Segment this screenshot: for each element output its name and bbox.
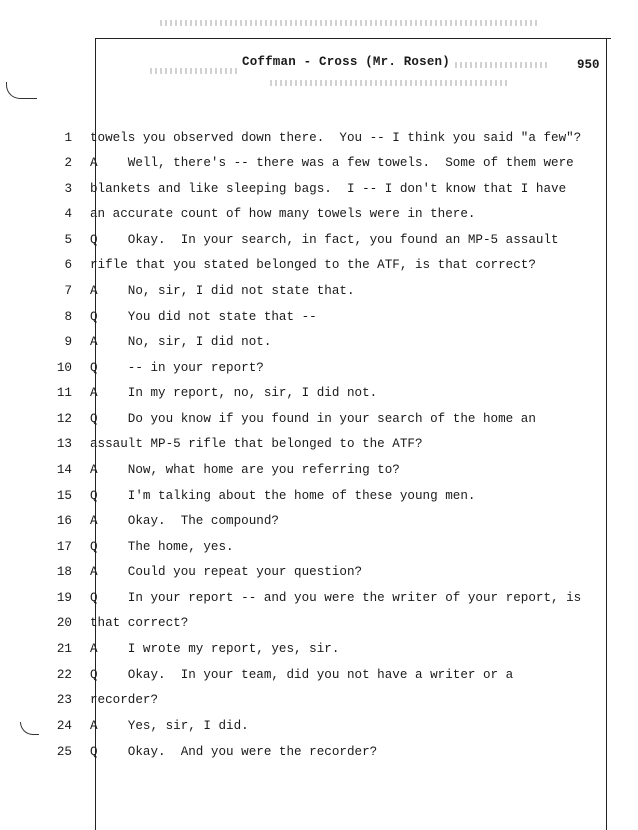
transcript-line [0, 131, 638, 153]
transcript-line [0, 437, 638, 459]
line-text: Q -- in your report? [90, 361, 264, 375]
line-number: 12 [56, 412, 72, 426]
scan-noise [150, 68, 240, 74]
line-number: 3 [64, 182, 72, 196]
top-margin-rule [95, 38, 611, 39]
line-text: Q Okay. In your team, did you not have a writer or a [90, 668, 514, 682]
scan-noise [455, 62, 550, 68]
line-text: Q I'm talking about the home of these young men. [90, 489, 476, 503]
line-text: assault MP-5 rifle that belonged to the ATF? [90, 437, 423, 451]
line-text: A In my report, no, sir, I did not. [90, 386, 378, 400]
line-text: A Well, there's -- there was a few towels. Some of them were [90, 156, 574, 170]
transcript-line [0, 540, 638, 562]
scan-noise [160, 20, 540, 26]
transcript-line [0, 693, 638, 715]
line-number: 13 [56, 437, 72, 451]
line-text: A No, sir, I did not state that. [90, 284, 355, 298]
line-number: 15 [56, 489, 72, 503]
line-number: 8 [64, 310, 72, 324]
line-number: 2 [64, 156, 72, 170]
line-number: 14 [56, 463, 72, 477]
line-number: 5 [64, 233, 72, 247]
line-number: 1 [64, 131, 72, 145]
page-number: 950 [577, 58, 600, 72]
transcript-line [0, 284, 638, 306]
line-number: 7 [64, 284, 72, 298]
line-text: blankets and like sleeping bags. I -- I don't know that I have [90, 182, 567, 196]
line-text: A I wrote my report, yes, sir. [90, 642, 340, 656]
transcript-line [0, 182, 638, 204]
line-number: 24 [56, 719, 72, 733]
transcript-line [0, 258, 638, 280]
line-number: 4 [64, 207, 72, 221]
transcript-line [0, 565, 638, 587]
line-number: 22 [56, 668, 72, 682]
line-text: that correct? [90, 616, 189, 630]
transcript-line [0, 361, 638, 383]
line-number: 6 [64, 258, 72, 272]
transcript-line [0, 463, 638, 485]
transcript-line [0, 156, 638, 178]
line-text: Q The home, yes. [90, 540, 234, 554]
scan-noise [270, 80, 510, 86]
line-text: Q Do you know if you found in your search of the home an [90, 412, 536, 426]
line-number: 17 [56, 540, 72, 554]
transcript-line [0, 310, 638, 332]
line-number: 21 [56, 642, 72, 656]
line-number: 9 [64, 335, 72, 349]
line-text: recorder? [90, 693, 159, 707]
line-number: 25 [56, 745, 72, 759]
line-text: A Okay. The compound? [90, 514, 279, 528]
transcript-line [0, 489, 638, 511]
line-text: towels you observed down there. You -- I think you said "a few"? [90, 131, 582, 145]
line-number: 20 [56, 616, 72, 630]
transcript-line [0, 335, 638, 357]
line-number: 18 [56, 565, 72, 579]
page-header: Coffman - Cross (Mr. Rosen) [242, 55, 450, 69]
transcript-line [0, 207, 638, 229]
line-text: Q You did not state that -- [90, 310, 317, 324]
line-number: 16 [56, 514, 72, 528]
transcript-line [0, 514, 638, 536]
transcript-line [0, 412, 638, 434]
line-text: Q Okay. In your search, in fact, you found an MP-5 assault [90, 233, 559, 247]
line-number: 11 [56, 386, 72, 400]
line-text: an accurate count of how many towels were in there. [90, 207, 476, 221]
transcript-line [0, 719, 638, 741]
transcript-line [0, 745, 638, 767]
line-text: A Now, what home are you referring to? [90, 463, 400, 477]
transcript-line [0, 233, 638, 255]
transcript-line [0, 616, 638, 638]
line-text: A Yes, sir, I did. [90, 719, 249, 733]
transcript-line [0, 668, 638, 690]
transcript-line [0, 591, 638, 613]
line-text: A Could you repeat your question? [90, 565, 363, 579]
line-text: rifle that you stated belonged to the ATF, is that correct? [90, 258, 536, 272]
line-text: Q In your report -- and you were the writer of your report, is [90, 591, 582, 605]
transcript-line [0, 642, 638, 664]
line-number: 19 [56, 591, 72, 605]
line-number: 23 [56, 693, 72, 707]
margin-mark [6, 82, 37, 99]
transcript-line [0, 386, 638, 408]
line-number: 10 [56, 361, 72, 375]
line-text: Q Okay. And you were the recorder? [90, 745, 378, 759]
line-text: A No, sir, I did not. [90, 335, 272, 349]
